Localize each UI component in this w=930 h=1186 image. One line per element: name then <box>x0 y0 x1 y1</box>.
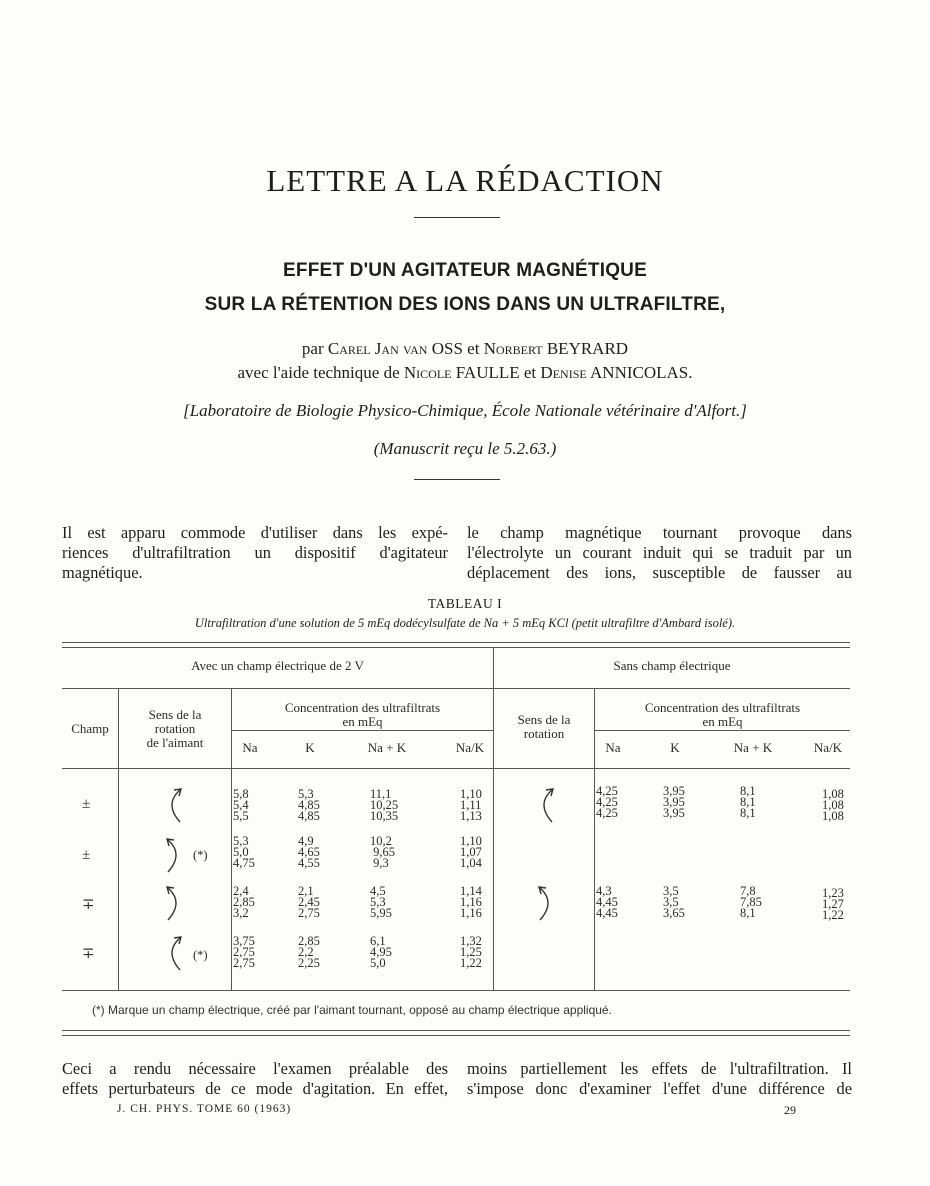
received-date: (Manuscrit reçu le 5.2.63.) <box>373 439 557 458</box>
table-bottom-rule-2 <box>62 1035 850 1036</box>
left-column-top: Il est apparu commode d'utiliser dans les expé- riences d'ultrafiltration un dispositif d'agitateur magnétique. <box>62 523 448 582</box>
page-title: LETTRE A LA RÉDACTION <box>266 163 664 198</box>
right-column-bottom: moins partiellement les effets de l'ultrafiltration. Il s'impose donc d'examiner l'effet d'une différence de <box>467 1059 852 1098</box>
champ-sign: ∓ <box>82 946 95 962</box>
subcol-k: K <box>305 740 315 755</box>
technical-help-line: avec l'aide technique de Nicole FAULLE et Denise ANNICOLAS. <box>237 363 693 382</box>
table-caption: Ultrafiltration d'une solution de 5 mEq dodécylsulfate de Na + 5 mEq KCl (petit ultrafiltre d'Ambard isolé). <box>194 616 736 630</box>
page-number: 29 <box>784 1103 796 1117</box>
col-header-champ: Champ <box>71 721 109 736</box>
table-header-rule <box>62 768 850 769</box>
champ-sign: ± <box>82 796 91 812</box>
rotation-counterclockwise-icon <box>532 786 562 826</box>
rotation-clockwise-icon <box>160 836 190 876</box>
subcol-na: Na <box>242 740 258 755</box>
author-1-first: Carel Jan van <box>327 339 428 358</box>
subcol-k-right: K <box>670 740 680 755</box>
table-top-rule <box>62 642 850 643</box>
opposed-field-mark: (*) <box>193 948 208 962</box>
table-group-rule <box>62 688 850 689</box>
author-2-last: BEYRARD <box>546 339 629 358</box>
author-2-first: Norbert <box>483 339 543 358</box>
subcol-ratio-right: Na/K <box>813 740 843 755</box>
left-column-bottom: Ceci a rendu nécessaire l'examen préalable des effets perturbateurs de ce mode d'agitation. En effet, <box>62 1059 448 1098</box>
table-group-divider <box>493 648 494 990</box>
subcol-na-plus-k-right: Na + K <box>733 740 773 755</box>
table-col-divider-3 <box>594 688 595 990</box>
article-title-line-1: EFFET D'UN AGITATEUR MAGNÉTIQUE <box>283 260 647 281</box>
journal-footer: J. CH. PHYS. TOME 60 (1963) <box>117 1103 292 1115</box>
champ-sign: ∓ <box>82 897 95 913</box>
group-header-left: Avec un champ électrique de 2 V <box>191 658 364 673</box>
right-column-top: le champ magnétique tournant provoque dans l'électrolyte un courant induit qui se traduit par un déplacement des ions, susceptible de fausser au <box>467 523 852 582</box>
table-footnote: (*) Marque un champ électrique, créé par l'aimant tournant, opposé au champ électrique appliqué. <box>92 1003 612 1017</box>
article-title-line-2: SUR LA RÉTENTION DES IONS DANS UN ULTRAFILTRE, <box>204 294 726 315</box>
rotation-clockwise-icon <box>160 884 190 924</box>
table-bottom-rule <box>62 1030 850 1031</box>
table-body-rule <box>62 990 850 991</box>
group-header-right: Sans champ électrique <box>613 658 731 673</box>
col-header-sens-right: Sens de la rotation <box>517 712 571 741</box>
col-header-concentration-right: Concentration des ultrafiltrats en mEq <box>644 700 801 729</box>
table-col-divider-2 <box>231 688 232 990</box>
author-1-last: OSS <box>431 339 463 358</box>
table-top-rule-2 <box>62 647 850 648</box>
conc-subheader-rule-left <box>232 730 493 731</box>
col-header-concentration: Concentration des ultrafiltrats en mEq <box>284 700 441 729</box>
subcol-ratio: Na/K <box>455 740 485 755</box>
authors-line: par Carel Jan van OSS et Norbert BEYRARD <box>301 339 629 358</box>
table-label: TABLEAU I <box>427 596 503 611</box>
rotation-counterclockwise-icon <box>160 934 190 974</box>
opposed-field-mark: (*) <box>193 848 208 862</box>
affiliation: [Laboratoire de Biologie Physico-Chimique, École Nationale vétérinaire d'Alfort.] <box>183 401 747 420</box>
title-divider <box>414 217 500 218</box>
header-divider <box>414 479 500 480</box>
col-header-sens: Sens de la rotation de l'aimant <box>146 707 204 750</box>
conc-subheader-rule-right <box>595 730 850 731</box>
rotation-counterclockwise-icon <box>160 786 190 826</box>
subcol-na-plus-k: Na + K <box>367 740 407 755</box>
champ-sign: ± <box>82 847 91 863</box>
rotation-clockwise-icon <box>532 884 562 924</box>
subcol-na-right: Na <box>605 740 621 755</box>
